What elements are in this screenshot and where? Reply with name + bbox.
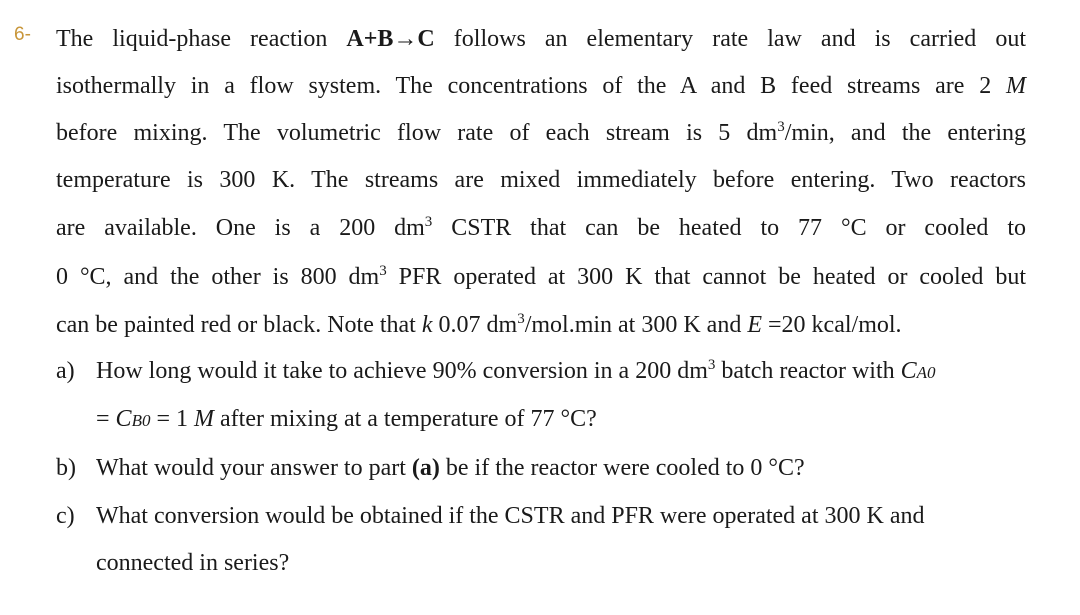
superscript: 3	[517, 311, 525, 327]
text-segment: 0.07 dm	[432, 312, 518, 338]
text-segment: isothermally in a flow system. The concentrations of the A and B feed streams are 2	[56, 73, 1006, 99]
paragraph-line-2	[56, 71, 1026, 101]
text-segment: PFR operated at 300 K that cannot be heated or cooled but	[386, 264, 1026, 290]
text-segment: =20 kcal/mol.	[762, 312, 902, 338]
unit-molar: M	[1006, 73, 1026, 99]
paragraph-line-4	[56, 165, 1026, 195]
text-segment: How long would it take to achieve 90% conversion in a 200 dm	[96, 358, 708, 384]
text-segment: follows an elementary rate law and is carried out	[434, 26, 1026, 52]
superscript: 3	[777, 119, 785, 135]
part-c-label: c)	[56, 503, 75, 529]
text-segment: are available. One is a 200 dm	[56, 215, 425, 241]
paragraph-line-6	[56, 262, 1026, 292]
text-segment: What would your answer to part	[96, 455, 412, 481]
concentration-symbol: C	[115, 406, 132, 432]
superscript: 3	[379, 263, 387, 279]
activation-energy-symbol: E	[747, 312, 763, 338]
text-segment: can be painted red or black. Note that	[56, 312, 422, 338]
text-segment: /mol.min at 300 K and	[524, 312, 748, 338]
superscript: 3	[424, 214, 433, 230]
rate-constant-symbol: k	[421, 312, 433, 338]
paragraph-line-5	[56, 213, 1026, 243]
part-a-line-2	[96, 404, 1026, 436]
question-number: 6-	[14, 24, 31, 45]
text-segment: /min, and the entering	[784, 120, 1026, 146]
paragraph-line-7	[56, 310, 1026, 340]
part-reference: (a)	[411, 455, 440, 481]
text-segment: after mixing at a temperature of 77 °C?	[214, 406, 597, 432]
text-segment: =	[96, 406, 116, 432]
text-segment: CSTR that can be heated to 77 °C or cooled to	[432, 215, 1026, 241]
concentration-subscript: B0	[131, 411, 151, 430]
text-segment: = 1	[150, 406, 194, 432]
part-b-label: b)	[56, 455, 76, 481]
unit-molar: M	[194, 406, 214, 432]
text-segment: temperature is 300 K. The streams are mixed immediately before entering. Two reactors	[56, 167, 1026, 193]
concentration-subscript: A0	[916, 363, 936, 382]
text-segment: connected in series?	[96, 550, 290, 576]
paragraph-line-1	[56, 24, 1026, 54]
text-segment: 0 °C, and the other is 800 dm	[56, 264, 380, 290]
text-segment: batch reactor with	[715, 358, 901, 384]
paragraph-line-3	[56, 118, 1026, 148]
text-segment: before mixing. The volumetric flow rate of each stream is 5 dm	[56, 120, 778, 146]
part-c-line-2	[96, 548, 1026, 578]
superscript: 3	[707, 357, 716, 373]
part-a-label: a)	[56, 358, 75, 384]
concentration-symbol: C	[900, 358, 917, 384]
part-a-line-1	[56, 356, 1026, 388]
part-b-line	[56, 453, 1026, 483]
text-segment: What conversion would be obtained if the CSTR and PFR were operated at 300 K and	[96, 503, 925, 529]
text-segment: be if the reactor were cooled to 0 °C?	[439, 455, 805, 481]
text-segment: The liquid-phase reaction	[56, 26, 347, 52]
reaction-equation: A+B→C	[346, 26, 435, 52]
part-c-line-1	[56, 501, 1026, 531]
